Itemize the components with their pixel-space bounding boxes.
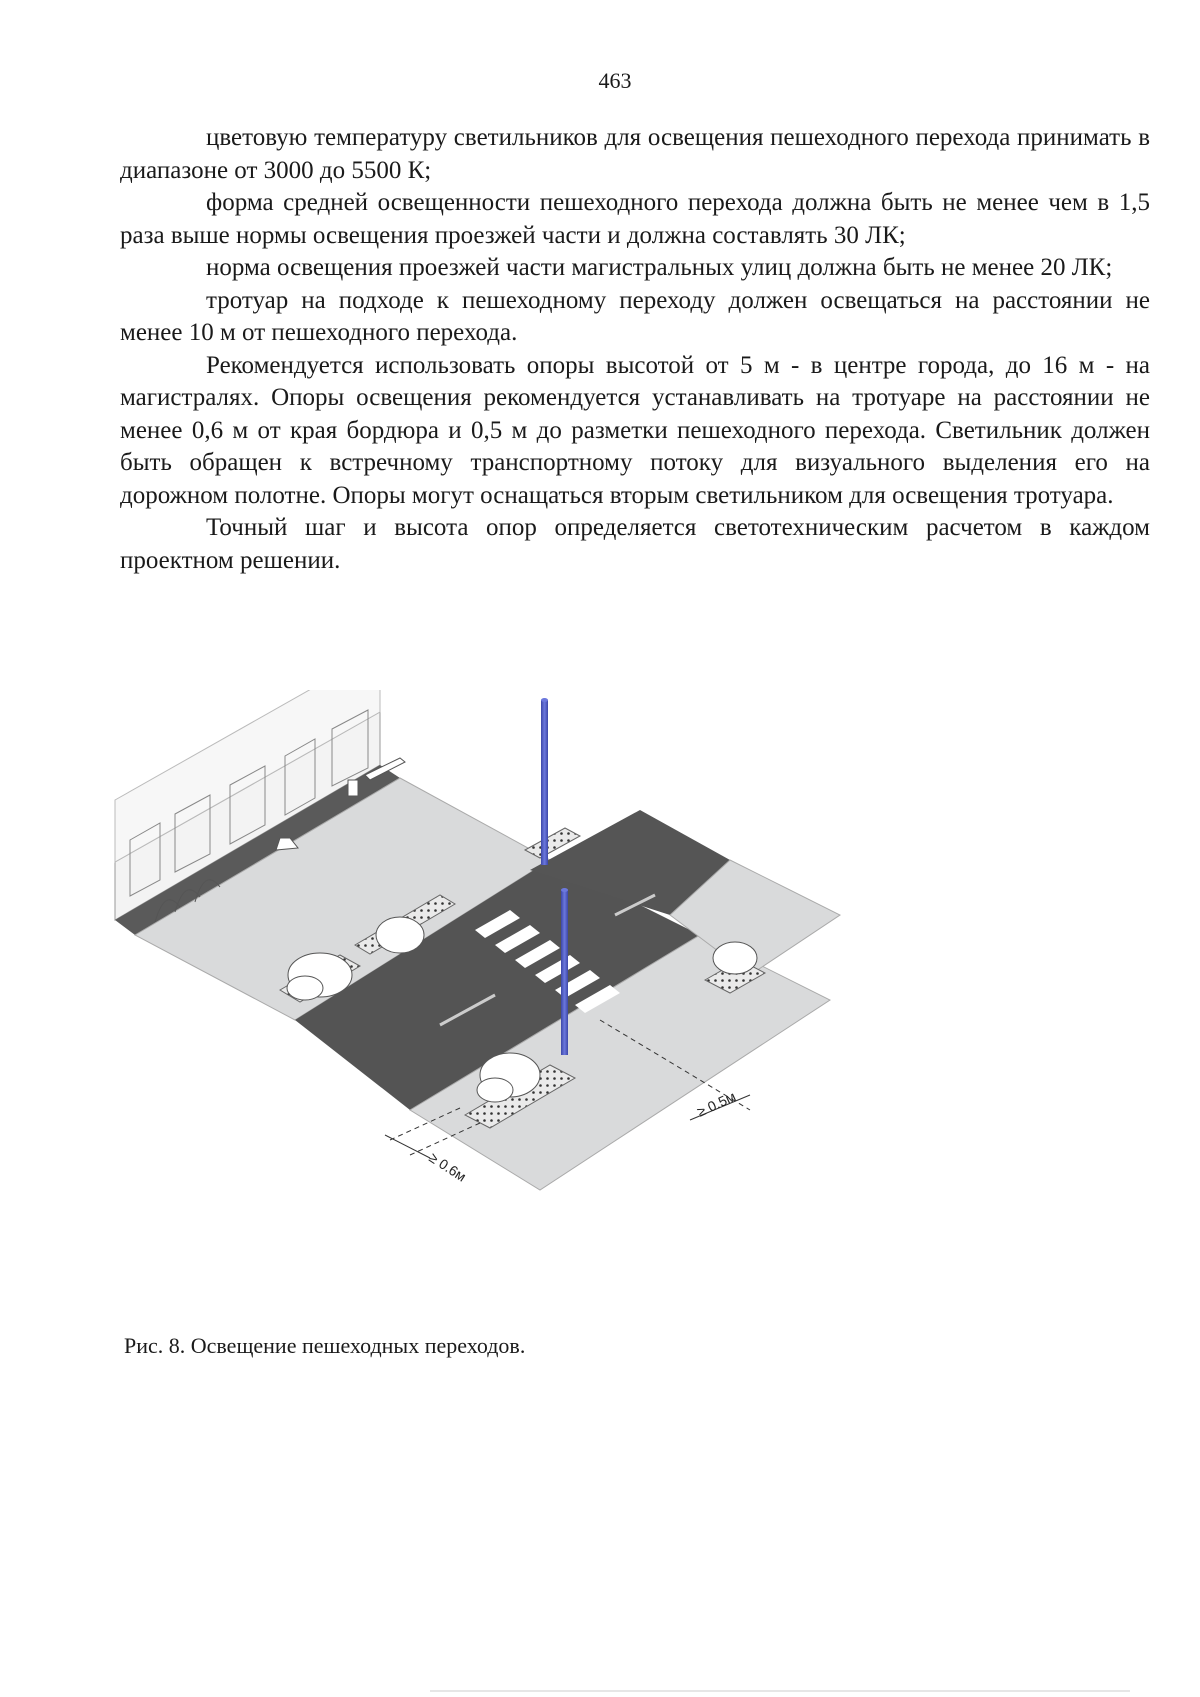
page-number: 463 [598, 68, 632, 93]
paragraph: тротуар на подходе к пешеходному переходу должен освещаться на расстоянии не менее 10 м от пешеходного перехода. [120, 286, 1150, 346]
dimension-label: ≥ 0.5м [694, 1088, 739, 1120]
scan-edge-line [430, 1690, 1130, 1692]
light-pole [561, 888, 568, 1055]
paragraph: Точный шаг и высота опор определяется светотехническим расчетом в каждом проектном решении. [120, 514, 1150, 574]
paragraph: Рекомендуется использовать опоры высотой от 5 м - в центре города, до 16 м - на магистралях. Опоры освещения рекомендуется устанавливать на тротуаре на расстоянии не менее 0,6 м от края бордюра и 0,5 м до разметки пешеходного перехода. Светильник должен быть обращен к встречному транспортному потоку для визуального выделения его на дорожном полотне. Опоры могут оснащаться вторым светильником для освещения тротуара. [120, 351, 1150, 509]
dimension-label: ≥ 0.6м [426, 1149, 470, 1185]
figure-caption: Рис. 8. Освещение пешеходных переходов. [124, 1333, 526, 1358]
paragraph: цветовую температуру светильников для освещения пешеходного перехода принимать в диапазоне от 3000 до 5500 К; [120, 124, 1150, 184]
crosswalk-lighting-illustration [110, 690, 930, 1290]
paragraph: норма освещения проезжей части магистральных улиц должна быть не менее 20 ЛК; [206, 254, 1113, 281]
paragraph: форма средней освещенности пешеходного перехода должна быть не менее чем в 1,5 раза выше нормы освещения проезжей части и должна составлять 30 ЛК; [120, 189, 1150, 249]
light-pole [541, 698, 548, 865]
body-text [120, 122, 1150, 577]
